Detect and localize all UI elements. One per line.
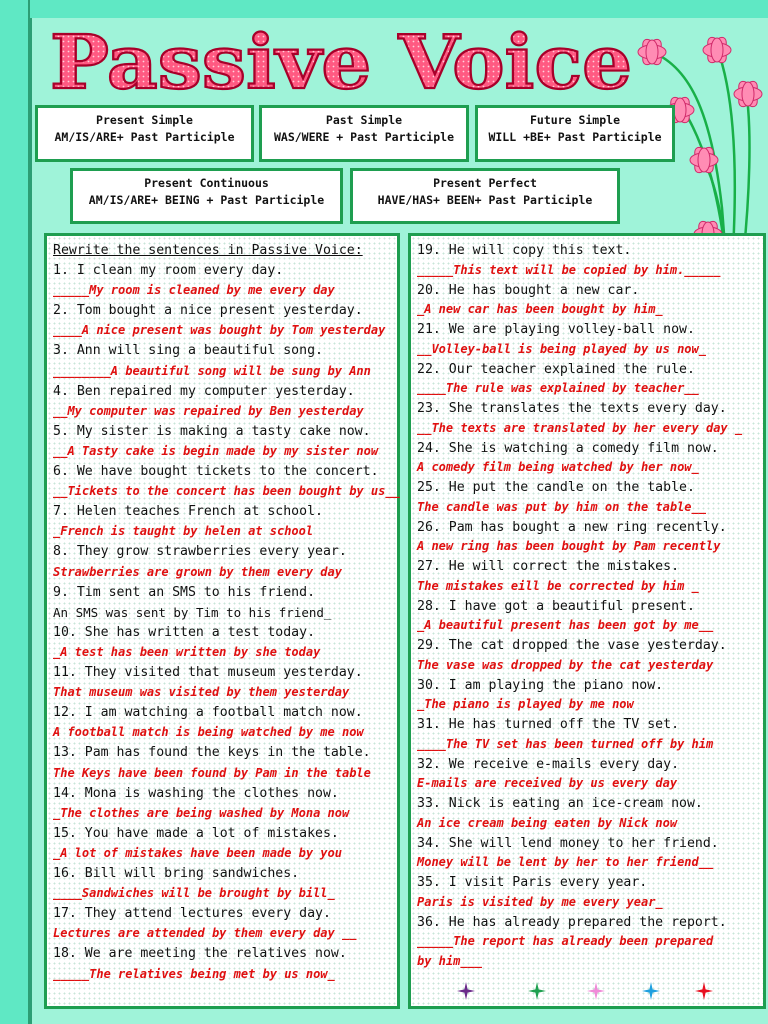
- answer-sentence: __Volley-ball is being played by us now_: [417, 341, 706, 356]
- question-sentence: 28. I have got a beautiful present.: [417, 598, 695, 614]
- question-sentence: 34. She will lend money to her friend.: [417, 835, 719, 851]
- formula-box-future-simple: [475, 105, 675, 162]
- answer-sentence: __The texts are translated by her every day _: [417, 420, 743, 435]
- answer-sentence: __A Tasty cake is begin made by my sister now: [53, 443, 379, 458]
- question-sentence: 23. She translates the texts every day.: [417, 401, 727, 416]
- question-sentence: 19. He will copy this text.: [417, 243, 632, 258]
- answer-sentence: _____The report has already been prepared: [417, 934, 714, 949]
- left-border: [0, 0, 30, 1024]
- tense-label: Present Simple: [96, 113, 193, 127]
- question-sentence: 24. She is watching a comedy film now.: [417, 440, 719, 456]
- answer-sentence: _A beautiful present has been got by me__: [417, 618, 714, 633]
- formula-text: AM/IS/ARE+ Past Participle: [54, 130, 235, 144]
- answer-sentence: _The piano is played by me now: [417, 697, 634, 712]
- answer-sentence: The candle was put by him on the table__: [417, 499, 706, 514]
- formula-box-present-perfect: [350, 168, 620, 224]
- answer-sentence: ____The TV set has been turned off by him: [417, 736, 714, 751]
- answer-sentence: by him___: [417, 954, 483, 968]
- question-sentence: 5. My sister is making a tasty cake now.: [53, 423, 371, 439]
- question-sentence: 17. They attend lectures every day.: [53, 906, 331, 922]
- answer-sentence: _____This text will be copied by him._____: [417, 262, 721, 277]
- exercise-panel-right: [408, 233, 766, 1009]
- question-sentence: 26. Pam has bought a new ring recently.: [417, 519, 727, 535]
- answer-sentence: That museum was visited by them yesterday: [53, 685, 350, 700]
- answer-sentence: _____My room is cleaned by me every day: [53, 283, 335, 298]
- formula-box-past-simple: [259, 105, 469, 162]
- question-sentence: 22. Our teacher explained the rule.: [417, 361, 695, 377]
- question-sentence: 11. They visited that museum yesterday.: [53, 665, 363, 680]
- answer-sentence: A comedy film being watched by her now_: [417, 460, 699, 475]
- question-sentence: 16. Bill will bring sandwiches.: [53, 866, 300, 881]
- answer-sentence: _A test has been written by she today: [53, 644, 321, 659]
- page-title: [46, 14, 636, 104]
- answer-sentence: _A lot of mistakes have been made by you: [53, 845, 342, 860]
- answer-sentence: A new ring has been bought by Pam recently: [417, 539, 721, 554]
- question-sentence: 36. He has already prepared the report.: [417, 914, 727, 930]
- question-sentence: 12. I am watching a football match now.: [53, 705, 363, 721]
- star-sparkle-icon: [694, 981, 714, 1001]
- answer-sentence: Strawberries are grown by them every day: [53, 564, 342, 579]
- question-sentence: 9. Tim sent an SMS to his friend.: [53, 584, 316, 600]
- tense-label: Present Continuous: [144, 176, 269, 190]
- question-sentence: 8. They grow strawberries every year.: [53, 544, 347, 560]
- question-sentence: 7. Helen teaches French at school.: [53, 504, 323, 520]
- question-sentence: 30. I am playing the piano now.: [417, 677, 664, 693]
- formula-text: WILL +BE+ Past Participle: [488, 130, 662, 144]
- title-text: Passive Voice: [50, 20, 632, 104]
- exercise-panel-left: [44, 233, 400, 1009]
- answer-sentence: _French is taught by helen at school: [53, 524, 314, 539]
- question-sentence: 13. Pam has found the keys in the table.: [53, 745, 371, 761]
- star-sparkle-icon: [586, 981, 606, 1001]
- formula-box-present-simple: [35, 105, 254, 162]
- answer-sentence: The vase was dropped by the cat yesterday: [417, 657, 714, 672]
- question-sentence: 20. He has bought a new car.: [417, 282, 640, 298]
- answer-sentence: _A new car has been bought by him_: [417, 302, 663, 317]
- star-sparkle-icon: [641, 981, 661, 1001]
- answer-sentence: __My computer was repaired by Ben yesterday: [53, 403, 364, 418]
- question-sentence: 21. We are playing volley-ball now.: [417, 322, 695, 337]
- answer-sentence: A football match is being watched by me now: [53, 725, 364, 740]
- question-sentence: 33. Nick is eating an ice-cream now.: [417, 796, 703, 811]
- question-sentence: 29. The cat dropped the vase yesterday.: [417, 638, 727, 653]
- question-sentence: 32. We receive e-mails every day.: [417, 756, 680, 772]
- answer-sentence: Lectures are attended by them every day __: [53, 926, 357, 941]
- question-sentence: 3. Ann will sing a beautiful song.: [53, 343, 323, 359]
- question-sentence: 25. He put the candle on the table.: [417, 480, 695, 495]
- answer-sentence: E-mails are received by us every day: [417, 776, 678, 791]
- formula-box-present-continuous: [70, 168, 343, 224]
- formula-text: WAS/WERE + Past Participle: [273, 130, 454, 144]
- answer-sentence: ____A nice present was bought by Tom yesterday: [53, 323, 386, 338]
- tense-label: Future Simple: [529, 113, 620, 127]
- formula-text: HAVE/HAS+ BEEN+ Past Participle: [377, 193, 593, 207]
- answer-sentence: An SMS was sent by Tim to his friend_: [53, 604, 332, 620]
- question-sentence: 6. We have bought tickets to the concert.: [53, 464, 379, 479]
- question-sentence: 10. She has written a test today.: [53, 624, 316, 640]
- star-sparkle-icon: [527, 981, 547, 1001]
- answer-sentence: _____The relatives being met by us now_: [53, 966, 335, 981]
- question-sentence: 35. I visit Paris every year.: [417, 875, 648, 890]
- tense-label: Present Perfect: [433, 176, 537, 190]
- question-sentence: 1. I clean my room every day.: [53, 263, 284, 278]
- tense-label: Past Simple: [325, 113, 403, 127]
- answer-sentence: ____Sandwiches will be brought by bill_: [53, 886, 335, 901]
- answer-sentence: _The clothes are being washed by Mona now: [53, 805, 350, 820]
- question-sentence: 31. He has turned off the TV set.: [417, 717, 680, 732]
- star-sparkle-icon: [456, 981, 476, 1001]
- answer-sentence: ________A beautiful song will be sung by Ann: [53, 363, 371, 378]
- question-sentence: 27. He will correct the mistakes.: [417, 559, 680, 574]
- answer-sentence: Paris is visited by me every year_: [417, 894, 663, 909]
- question-sentence: 2. Tom bought a nice present yesterday.: [53, 303, 363, 319]
- answer-sentence: An ice cream being eaten by Nick now: [417, 815, 678, 830]
- answer-sentence: Money will be lent by her to her friend__: [417, 855, 714, 870]
- answer-sentence: The Keys have been found by Pam in the table: [53, 765, 371, 780]
- formula-text: AM/IS/ARE+ BEING + Past Participle: [88, 193, 325, 207]
- answer-sentence: The mistakes eill be corrected by him _: [417, 578, 699, 593]
- question-sentence: 14. Mona is washing the clothes now.: [53, 785, 339, 801]
- question-sentence: 4. Ben repaired my computer yesterday.: [53, 383, 355, 399]
- question-sentence: 15. You have made a lot of mistakes.: [53, 825, 339, 841]
- question-sentence: 18. We are meeting the relatives now.: [53, 946, 347, 962]
- instruction-heading: Rewrite the sentences in Passive Voice:: [53, 243, 363, 258]
- answer-sentence: ____The rule was explained by teacher__: [417, 381, 699, 396]
- answer-sentence: __Tickets to the concert has been bought by us__: [53, 484, 400, 499]
